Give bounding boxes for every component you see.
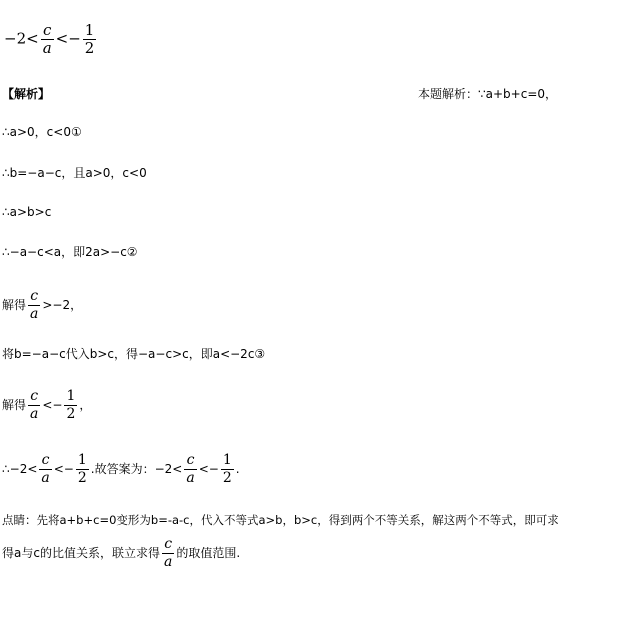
fraction-one-half: $\frac{1}{2}$ xyxy=(222,452,232,486)
text: <− xyxy=(42,398,63,412)
analysis-intro: 本题解析：∵a+b+c=0， xyxy=(418,87,558,101)
text: . xyxy=(235,462,240,476)
step-1: ∴a>0，c<0① xyxy=(2,125,82,139)
step-4: ∴−a−c<a，即2a>−c② xyxy=(2,245,138,259)
fraction-c-over-a: $\frac{c}{a}$ xyxy=(30,288,39,322)
fraction-c-over-a: $\frac{c}{a}$ xyxy=(41,452,50,486)
text: .故答案为：−2< xyxy=(90,462,183,476)
comment-line-2 xyxy=(2,536,240,571)
fraction-c-over-a: $\frac{c}{a}$ xyxy=(30,388,39,422)
text: 的取值范围. xyxy=(176,546,241,560)
fraction-c-over-a: $\frac{c}{a}$ xyxy=(42,21,52,57)
step-3: ∴a>b>c xyxy=(2,205,52,219)
text: <− xyxy=(55,29,81,48)
step-6: 将b=−a−c代入b>c，得−a−c>c，即a<−2c③ xyxy=(2,347,266,361)
fraction-one-half: $\frac{1}{2}$ xyxy=(66,388,76,422)
step-5 xyxy=(2,288,82,323)
fraction-one-half: $\frac{1}{2}$ xyxy=(77,452,87,486)
text: ∴−2< xyxy=(2,462,38,476)
text: >−2， xyxy=(42,298,83,312)
text: −2< xyxy=(4,29,39,48)
step-2: ∴b=−a−c，且a>0，c<0 xyxy=(2,166,147,180)
step-7 xyxy=(2,388,91,423)
text: 解得 xyxy=(2,298,27,312)
text: ， xyxy=(79,398,92,412)
fraction-c-over-a: $\frac{c}{a}$ xyxy=(186,452,195,486)
comment-line-1: 点睛：先将a+b+c=0变形为b=-a-c，代入不等式a>b，b>c，得到两个不等关系，解这两个不等式，即可求 xyxy=(2,513,559,527)
text: <− xyxy=(198,462,219,476)
top-answer xyxy=(4,22,98,57)
step-8 xyxy=(2,452,240,487)
fraction-c-over-a: $\frac{c}{a}$ xyxy=(163,536,173,570)
analysis-label: 【解析】 xyxy=(2,87,51,101)
text: 解得 xyxy=(2,398,27,412)
text: <− xyxy=(53,462,74,476)
fraction-one-half: $\frac{1}{2}$ xyxy=(84,21,95,57)
text: 得a与c的比值关系，联立求得 xyxy=(2,546,160,560)
